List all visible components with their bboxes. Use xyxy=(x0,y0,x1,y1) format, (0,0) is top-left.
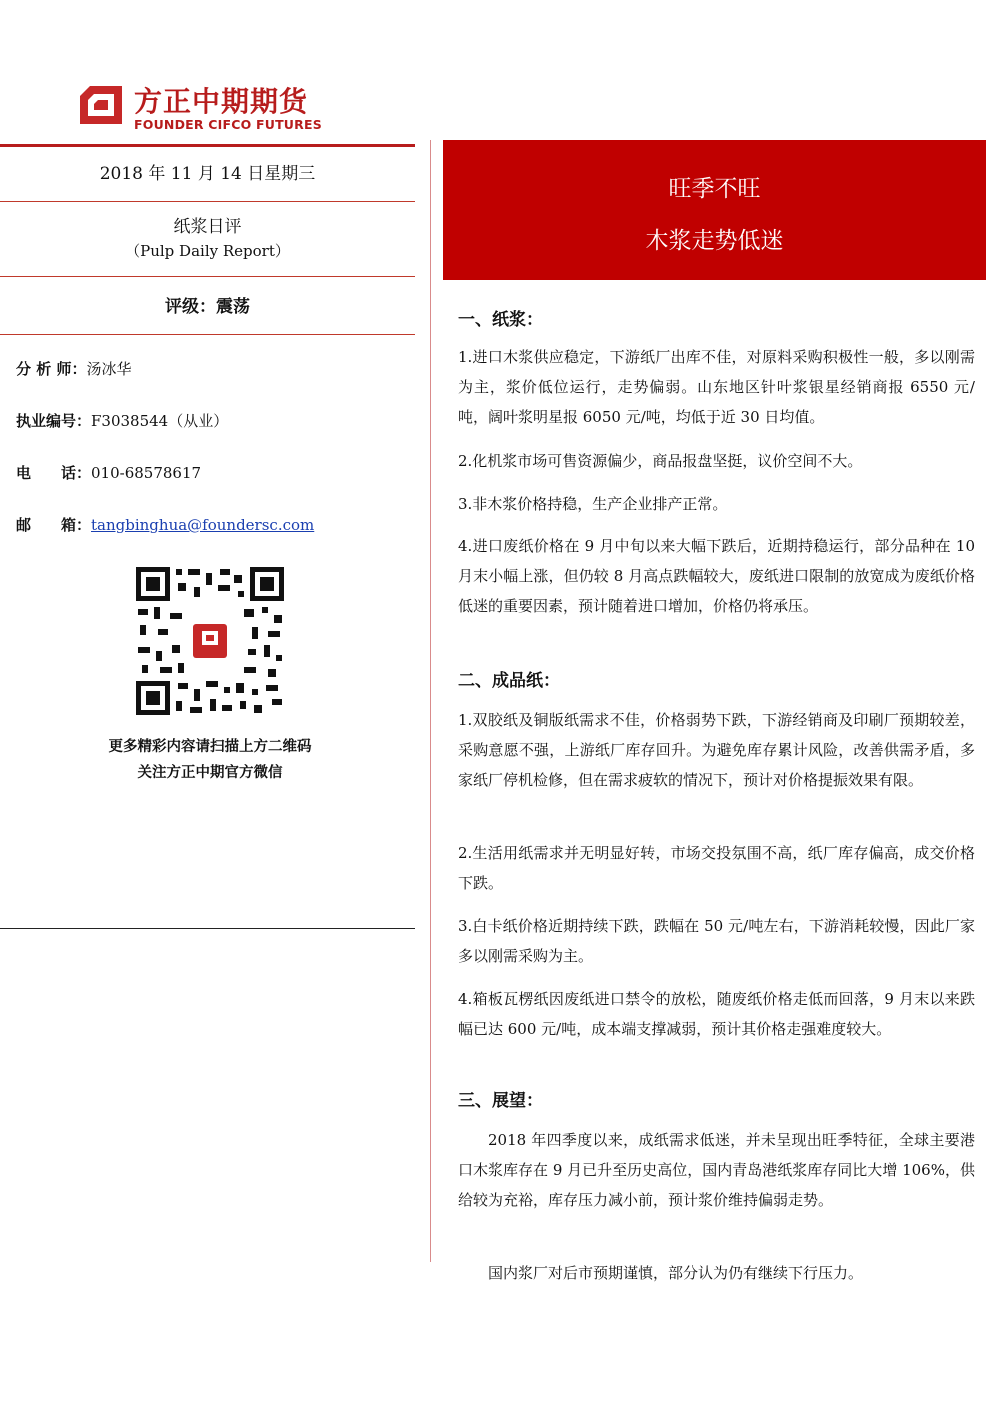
section-paper-heading: 二、成品纸： xyxy=(458,671,560,691)
section-paper-paragraph-4: 4.箱板瓦楞纸因废纸进口禁令的放松，随废纸价格走低而回落，9 月末以来跌幅已达 600 元/吨，成本端支撑减弱，预计其价格走强难度较大。 xyxy=(458,990,975,1038)
wechat-qr-code-icon xyxy=(134,565,286,717)
section-pulp-paragraph-3: 3.非木浆价格持稳，生产企业排产正常。 xyxy=(458,495,728,513)
phone-row xyxy=(16,462,201,483)
left-footer-rule xyxy=(0,928,415,929)
divider-1 xyxy=(0,201,415,202)
phone-value: 010-68578617 xyxy=(91,464,202,482)
section-paper-paragraph-2: 2.生活用纸需求并无明显好转，市场交投氛围不高，纸厂库存偏高，成交价格下跌。 xyxy=(458,844,975,892)
license-label: 执业编号： xyxy=(16,412,92,430)
analyst-row xyxy=(16,358,131,379)
section-pulp-paragraph-1: 1.进口木浆供应稳定，下游纸厂出库不佳，对原料采购积极性一般，多以刚需为主，浆价低位运行，走势偏弱。山东地区针叶浆银星经销商报 6550 元/吨，阔叶浆明星报 6050 元/吨，均低于近 30 日均值。 xyxy=(458,348,975,426)
phone-label: 电 话： xyxy=(16,464,92,482)
company-logo xyxy=(76,80,376,136)
report-title: 纸浆日评 xyxy=(173,217,242,237)
header-rule xyxy=(0,144,415,147)
headline-banner xyxy=(443,140,986,280)
email-link[interactable]: tangbinghua@foundersc.com xyxy=(91,516,315,534)
divider-3 xyxy=(0,334,415,335)
logo-chinese-name: 方正中期期货 xyxy=(134,85,309,118)
logo-english-name: FOUNDER CIFCO FUTURES xyxy=(134,117,322,132)
section-paper-paragraph-1: 1.双胶纸及铜版纸需求不佳，价格弱势下跌，下游经销商及印刷厂预期较差，采购意愿不强，上游纸厂库存回升。为避免库存累计风险，改善供需矛盾，多家纸厂停机检修，但在需求疲软的情况下，预计对价格提振效果有限。 xyxy=(458,711,975,789)
analyst-label: 分 析 师： xyxy=(16,360,87,378)
section-pulp-paragraph-2: 2.化机浆市场可售资源偏少，商品报盘坚挺，议价空间不大。 xyxy=(458,452,863,470)
section-outlook-paragraph-1: 2018 年四季度以来，成纸需求低迷，并未呈现出旺季特征，全球主要港口木浆库存在 9 月已升至历史高位，国内青岛港纸浆库存同比大增 106%，供给较为充裕，库存压力减小前，预计浆价维持偏弱走势。 xyxy=(458,1131,975,1209)
report-subtitle: （Pulp Daily Report） xyxy=(125,242,290,260)
section-outlook-heading: 三、展望： xyxy=(458,1091,543,1111)
email-row xyxy=(16,514,314,535)
headline-line1: 旺季不旺 xyxy=(668,176,761,202)
email-label: 邮 箱： xyxy=(16,516,92,534)
qr-caption-line1: 更多精彩内容请扫描上方二维码 xyxy=(108,739,312,755)
license-value: F3038544（从业） xyxy=(91,412,229,430)
analyst-value: 汤冰华 xyxy=(86,360,132,378)
report-date: 2018 年 11 月 14 日星期三 xyxy=(99,164,316,184)
license-row xyxy=(16,410,228,431)
section-outlook-paragraph-2: 国内浆厂对后市预期谨慎，部分认为仍有继续下行压力。 xyxy=(488,1264,864,1282)
section-paper-paragraph-3: 3.白卡纸价格近期持续下跌，跌幅在 50 元/吨左右，下游消耗较慢，因此厂家多以刚需采购为主。 xyxy=(458,917,975,965)
section-pulp-paragraph-4: 4.进口废纸价格在 9 月中旬以来大幅下跌后，近期持稳运行，部分品种在 10 月末小幅上涨，但仍较 8 月高点跌幅较大，废纸进口限制的放宽成为废纸价格低迷的重要因素，预计随着进口增加，价格仍将承压。 xyxy=(458,537,975,615)
headline-line2: 木浆走势低迷 xyxy=(645,228,784,254)
column-divider xyxy=(430,140,431,1262)
divider-2 xyxy=(0,276,415,277)
qr-caption-line2: 关注方正中期官方微信 xyxy=(137,765,283,781)
section-pulp-heading: 一、纸浆： xyxy=(458,310,543,330)
logo-mark-icon xyxy=(76,80,126,130)
rating: 评级：震荡 xyxy=(165,297,250,317)
